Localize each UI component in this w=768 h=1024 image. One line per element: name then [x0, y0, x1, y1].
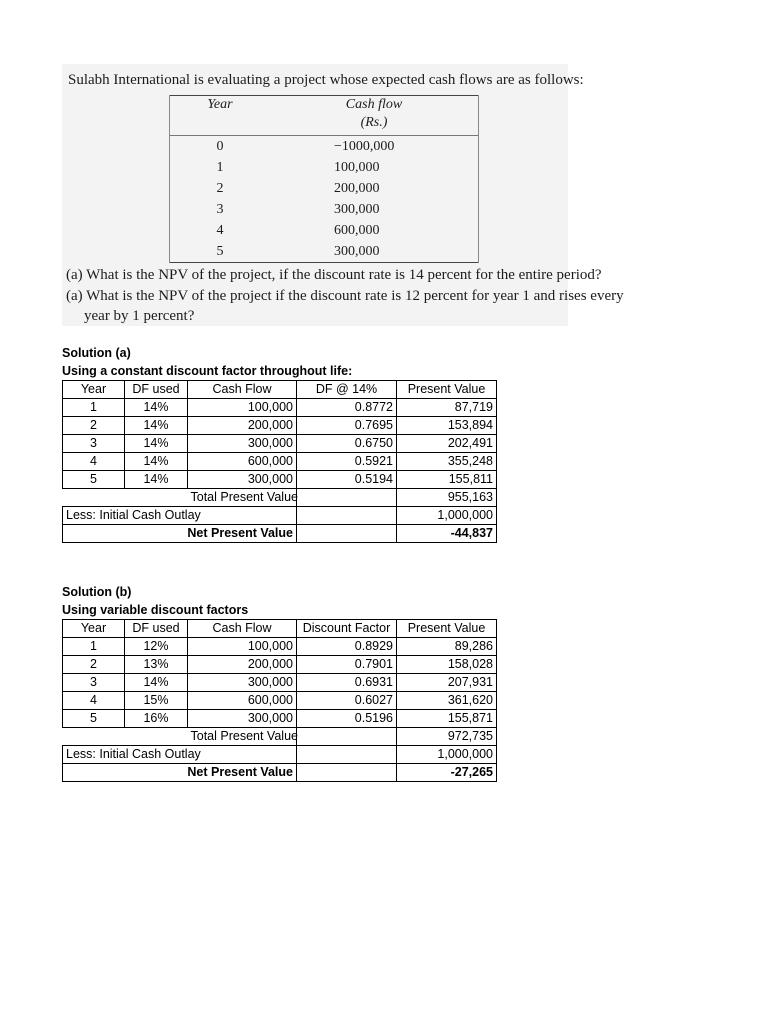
cell-year: 3	[63, 674, 125, 692]
col-header-cash-flow: Cash Flow	[188, 620, 297, 638]
solution-a-subheading: Using a constant discount factor throughout life:	[62, 364, 353, 378]
cell-year: 4	[63, 692, 125, 710]
cell-df-used: 14%	[125, 435, 188, 453]
npv-value: -44,837	[397, 525, 497, 543]
table-row	[63, 453, 497, 471]
cell-year: 1	[63, 399, 125, 417]
cell-present-value: 155,871	[397, 710, 497, 728]
cell-cash-flow: 600,000	[188, 692, 297, 710]
table-row	[63, 656, 497, 674]
cf-value-cell	[270, 241, 479, 263]
less-empty	[297, 746, 397, 764]
cell-year: 4	[63, 453, 125, 471]
total-label: Total Present Value	[188, 728, 297, 746]
cell-df-used: 15%	[125, 692, 188, 710]
cell-present-value: 89,286	[397, 638, 497, 656]
cf-year: 0	[170, 136, 271, 158]
cell-df: 0.5196	[297, 710, 397, 728]
total-spacer	[63, 728, 125, 746]
total-spacer	[125, 728, 188, 746]
cf-value: −1000,000	[334, 139, 395, 154]
cell-cash-flow: 300,000	[188, 674, 297, 692]
col-header-cash-flow: Cash Flow	[188, 381, 297, 399]
cell-df: 0.5921	[297, 453, 397, 471]
cash-flow-row	[170, 136, 479, 158]
cell-df-used: 12%	[125, 638, 188, 656]
cash-flow-row	[170, 241, 479, 263]
question-b: (a) What is the NPV of the project if the discount rate is 12 percent for year 1 and rises every	[66, 288, 624, 304]
solution-a	[62, 344, 498, 543]
table-row	[63, 471, 497, 489]
cell-df-used: 14%	[125, 399, 188, 417]
cf-year: 1	[170, 157, 271, 178]
cell-df: 0.7695	[297, 417, 397, 435]
cell-df-used: 14%	[125, 471, 188, 489]
cf-value: 100,000	[334, 160, 380, 175]
cf-year: 3	[170, 199, 271, 220]
col-header-present-value: Present Value	[397, 381, 497, 399]
cf-year: 2	[170, 178, 271, 199]
cell-present-value: 355,248	[397, 453, 497, 471]
table-row	[63, 417, 497, 435]
cash-flow-row	[170, 220, 479, 241]
year-header: Year	[170, 96, 271, 136]
cell-df: 0.6027	[297, 692, 397, 710]
table-row	[63, 692, 497, 710]
cell-present-value: 87,719	[397, 399, 497, 417]
cell-df-used: 16%	[125, 710, 188, 728]
col-header-df-used: DF used	[125, 620, 188, 638]
cell-cash-flow: 600,000	[188, 453, 297, 471]
cell-year: 5	[63, 471, 125, 489]
cell-year: 3	[63, 435, 125, 453]
npv-row	[63, 525, 497, 543]
cell-year: 5	[63, 710, 125, 728]
solution-b-subheading: Using variable discount factors	[62, 603, 249, 617]
table-row	[63, 674, 497, 692]
cell-df: 0.8929	[297, 638, 397, 656]
cell-df: 0.8772	[297, 399, 397, 417]
question-b-continued: year by 1 percent?	[84, 308, 195, 324]
cash-flow-row	[170, 199, 479, 220]
less-row	[63, 746, 497, 764]
cf-value: 200,000	[334, 181, 380, 196]
npv-row	[63, 764, 497, 782]
cf-year: 4	[170, 220, 271, 241]
cell-year: 2	[63, 656, 125, 674]
npv-empty	[297, 525, 397, 543]
cell-cash-flow: 300,000	[188, 435, 297, 453]
cell-df: 0.7901	[297, 656, 397, 674]
total-value: 972,735	[397, 728, 497, 746]
cell-df-used: 13%	[125, 656, 188, 674]
solution-a-table	[62, 380, 497, 543]
cell-present-value: 153,894	[397, 417, 497, 435]
col-header-year: Year	[63, 381, 125, 399]
question-a: (a) What is the NPV of the project, if the discount rate is 14 percent for the entire period?	[66, 267, 602, 283]
cf-value-cell	[270, 220, 479, 241]
cf-value: 600,000	[334, 223, 380, 238]
table-header-row	[63, 381, 497, 399]
total-spacer	[125, 489, 188, 507]
cell-df: 0.5194	[297, 471, 397, 489]
cf-value-cell	[270, 157, 479, 178]
cf-value: 300,000	[334, 202, 380, 217]
problem-statement	[62, 64, 624, 326]
total-empty	[297, 489, 397, 507]
cell-cash-flow: 300,000	[188, 710, 297, 728]
cash-flow-header-row	[170, 96, 479, 136]
cell-cash-flow: 300,000	[188, 471, 297, 489]
solution-a-heading: Solution (a)	[62, 346, 131, 360]
table-row	[63, 435, 497, 453]
cell-year: 2	[63, 417, 125, 435]
cell-present-value: 155,811	[397, 471, 497, 489]
cf-value: 300,000	[334, 244, 380, 259]
cell-present-value: 202,491	[397, 435, 497, 453]
cf-year: 5	[170, 241, 271, 263]
table-header-row	[63, 620, 497, 638]
total-row	[63, 728, 497, 746]
less-empty	[297, 507, 397, 525]
less-label: Less: Initial Cash Outlay	[63, 507, 297, 525]
npv-label: Net Present Value	[63, 525, 297, 543]
less-label: Less: Initial Cash Outlay	[63, 746, 297, 764]
cf-value-cell	[270, 199, 479, 220]
cell-year: 1	[63, 638, 125, 656]
total-spacer	[63, 489, 125, 507]
cf-value-cell	[270, 136, 479, 158]
col-header-df: DF @ 14%	[297, 381, 397, 399]
cell-df-used: 14%	[125, 674, 188, 692]
total-label: Total Present Value	[188, 489, 297, 507]
solution-b-heading: Solution (b)	[62, 585, 132, 599]
cell-present-value: 207,931	[397, 674, 497, 692]
cash-flow-row	[170, 178, 479, 199]
total-empty	[297, 728, 397, 746]
cash-flow-header-label: Cash flow	[345, 97, 403, 112]
cell-present-value: 361,620	[397, 692, 497, 710]
table-row	[63, 638, 497, 656]
cell-cash-flow: 100,000	[188, 638, 297, 656]
total-value: 955,163	[397, 489, 497, 507]
cf-value-cell	[270, 178, 479, 199]
cash-flow-row	[170, 157, 479, 178]
col-header-year: Year	[63, 620, 125, 638]
cell-df-used: 14%	[125, 453, 188, 471]
cash-flow-header	[270, 96, 479, 136]
cell-cash-flow: 200,000	[188, 417, 297, 435]
cell-df: 0.6750	[297, 435, 397, 453]
npv-value: -27,265	[397, 764, 497, 782]
cash-flow-table	[169, 95, 479, 263]
less-value: 1,000,000	[397, 746, 497, 764]
npv-empty	[297, 764, 397, 782]
cell-present-value: 158,028	[397, 656, 497, 674]
col-header-df-used: DF used	[125, 381, 188, 399]
cell-df: 0.6931	[297, 674, 397, 692]
npv-label: Net Present Value	[63, 764, 297, 782]
col-header-present-value: Present Value	[397, 620, 497, 638]
solution-b	[62, 583, 498, 782]
cell-cash-flow: 200,000	[188, 656, 297, 674]
table-row	[63, 399, 497, 417]
table-row	[63, 710, 497, 728]
less-row	[63, 507, 497, 525]
solution-b-table	[62, 619, 497, 782]
cell-cash-flow: 100,000	[188, 399, 297, 417]
cell-df-used: 14%	[125, 417, 188, 435]
col-header-discount-factor: Discount Factor	[297, 620, 397, 638]
total-row	[63, 489, 497, 507]
cash-flow-unit: (Rs.)	[360, 115, 388, 130]
less-value: 1,000,000	[397, 507, 497, 525]
problem-intro: Sulabh International is evaluating a project whose expected cash flows are as follows:	[68, 72, 584, 88]
